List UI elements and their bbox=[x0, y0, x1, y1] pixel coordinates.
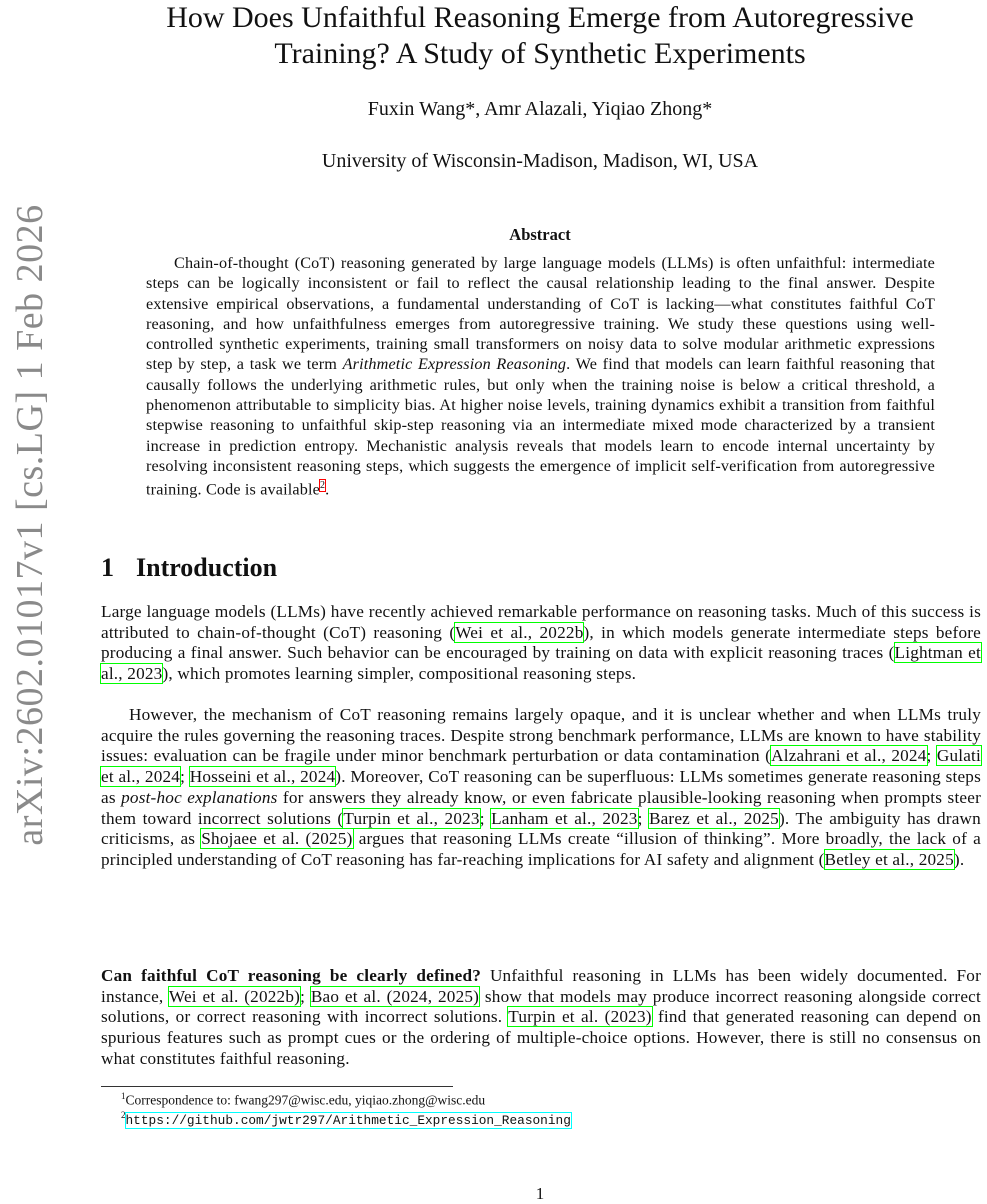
paragraph-1 bbox=[101, 602, 981, 685]
authors: Fuxin Wang*, Amr Alazali, Yiqiao Zhong* bbox=[367, 98, 713, 120]
paragraph-3 bbox=[101, 966, 981, 1070]
title-line-2: Training? A Study of Synthetic Experiments bbox=[274, 37, 806, 70]
citation-link[interactable]: Bao et al. (2024, 2025) bbox=[310, 986, 480, 1006]
affiliation: University of Wisconsin-Madison, Madison, WI, USA bbox=[321, 150, 759, 172]
text-segment: ). The ambiguity has drawn criticisms, as bbox=[101, 808, 981, 849]
section-title: Introduction bbox=[136, 553, 278, 582]
text-segment: . We find that models can learn faithful reasoning that causally follows the underlying arithmetic rules, but only when the training noise is below a critical threshold, a phenomenon attributable to simplicity bias. At higher noise levels, training dynamics exhibit a transition from faithful stepwise reasoning to unfaithful skip-step reasoning via an intermediate mixed mode characterized by a transient increase in prediction entropy. Mechanistic analysis reveals that models learn to encode internal uncertainty by resolving inconsistent reasoning steps, which suggests the emergence of implicit self-verification from autoregressive training. Code is available bbox=[146, 355, 935, 499]
paragraph-heading: Can faithful CoT reasoning be clearly defined? bbox=[101, 966, 481, 985]
paragraph-2 bbox=[101, 705, 981, 871]
page-number: 1 bbox=[535, 1184, 545, 1203]
text-segment: ), which promotes learning simpler, compositional reasoning steps. bbox=[162, 664, 637, 684]
text-segment: Chain-of-thought (CoT) reasoning generated by large language models (LLMs) is often unfaithful: intermediate steps can be logically inconsistent or fail to reflect the causal relationship leading to the final answer. Despite extensive empirical observations, a fundamental understanding of CoT is lacking—what constitutes faithful CoT reasoning, and how unfaithfulness emerges from autoregressive training. We study these questions using well-controlled synthetic experiments, training small transformers on noisy data to solve modular arithmetic expressions step by step, a task we term bbox=[146, 254, 935, 374]
text-segment: for answers they already know, or even fabricate plausible-looking reasoning when prompts steer them toward incorrect solutions ( bbox=[101, 787, 981, 828]
citation-link[interactable]: Betley et al., 2025 bbox=[824, 849, 954, 869]
citation-link[interactable]: Turpin et al., 2023 bbox=[343, 808, 480, 828]
text-segment: Large language models (LLMs) have recently achieved remarkable performance on reasoning tasks. Much of this success is attributed to chain-of-thought (CoT) reasoning ( bbox=[101, 602, 981, 642]
citation-link[interactable]: Lanham et al., 2023 bbox=[491, 808, 638, 828]
citation-link[interactable]: Shojaee et al. (2025) bbox=[201, 829, 353, 849]
citation-link[interactable]: Wei et al. (2022b) bbox=[168, 986, 301, 1006]
footnote-mark: 1 bbox=[121, 1091, 126, 1101]
text-segment: ; bbox=[637, 808, 649, 828]
citation-link[interactable]: Barez et al., 2025 bbox=[648, 808, 779, 828]
text-segment: ; bbox=[479, 808, 492, 828]
footnote-2 bbox=[121, 1110, 571, 1128]
abstract-body bbox=[146, 253, 935, 500]
citation-link[interactable]: Hosseini et al., 2024 bbox=[189, 767, 336, 787]
citation-link[interactable]: Lightman et al., 2023 bbox=[101, 643, 981, 684]
footnote-ref-link[interactable]: 2 bbox=[319, 480, 326, 492]
text-segment: ), in which models generate intermediate steps before producing a final answer. Such behavior can be encouraged by training on data with explicit reasoning traces ( bbox=[101, 622, 981, 663]
arxiv-stamp: arXiv:2602.01017v1 [cs.LG] 1 Feb 2026 bbox=[9, 204, 51, 846]
text-segment: ). Moreover, CoT reasoning can be superfluous: LLMs sometimes generate reasoning steps as bbox=[101, 767, 981, 807]
text-segment: Unfaithful reasoning in LLMs has been widely documented. For instance, bbox=[101, 966, 981, 1006]
footnote-mark: 2 bbox=[121, 1110, 126, 1120]
text-segment: ; bbox=[300, 986, 311, 1006]
text-segment: ; bbox=[926, 746, 937, 766]
section-number: 1 bbox=[101, 553, 114, 582]
citation-link[interactable]: Wei et al., 2022b bbox=[455, 622, 584, 642]
title-line-1: How Does Unfaithful Reasoning Emerge from Autoregressive bbox=[166, 1, 914, 34]
footnote-text: Correspondence to: fwang297@wisc.edu, yiqiao.zhong@wisc.edu bbox=[125, 1092, 486, 1108]
text-segment: find that generated reasoning can depend on spurious features such as prompt cues or the ordering of multiple-choice options. However, there is still no consensus on what constitutes faithful reasoning. bbox=[101, 1007, 982, 1068]
text-segment: argues that reasoning LLMs create “illusion of thinking”. More broadly, the lack of a principled understanding of CoT reasoning has far-reaching implications for AI safety and alignment ( bbox=[101, 829, 981, 869]
emphasis-text: post-hoc explanations bbox=[121, 787, 278, 807]
paper-title bbox=[100, 0, 980, 72]
text-segment: ). bbox=[953, 849, 965, 869]
code-link[interactable]: https://github.com/jwtr297/Arithmetic_Expression_Reasoning bbox=[125, 1112, 571, 1128]
citation-link[interactable]: Turpin et al. (2023) bbox=[508, 1007, 652, 1027]
text-segment: show that models may produce incorrect reasoning alongside correct solutions, or correct reasoning with incorrect solutions. bbox=[101, 986, 981, 1027]
text-segment: ; bbox=[180, 767, 190, 787]
abstract-heading: Abstract bbox=[509, 225, 571, 244]
citation-link[interactable]: Gulati et al., 2024 bbox=[101, 746, 981, 787]
footnote-divider bbox=[101, 1086, 453, 1087]
section-heading bbox=[101, 553, 277, 583]
citation-link[interactable]: Alzahrani et al., 2024 bbox=[771, 746, 927, 766]
footnote-1 bbox=[121, 1091, 485, 1109]
text-segment: . bbox=[325, 480, 330, 499]
emphasis-text: Arithmetic Expression Reasoning bbox=[342, 355, 567, 374]
text-segment: However, the mechanism of CoT reasoning remains largely opaque, and it is unclear whether and when LLMs truly acquire the rules governing the reasoning traces. Despite strong benchmark performance, LLMs are known to have stability issues: evaluation can be fragile under minor benchmark perturbation or data contamination ( bbox=[101, 705, 981, 766]
